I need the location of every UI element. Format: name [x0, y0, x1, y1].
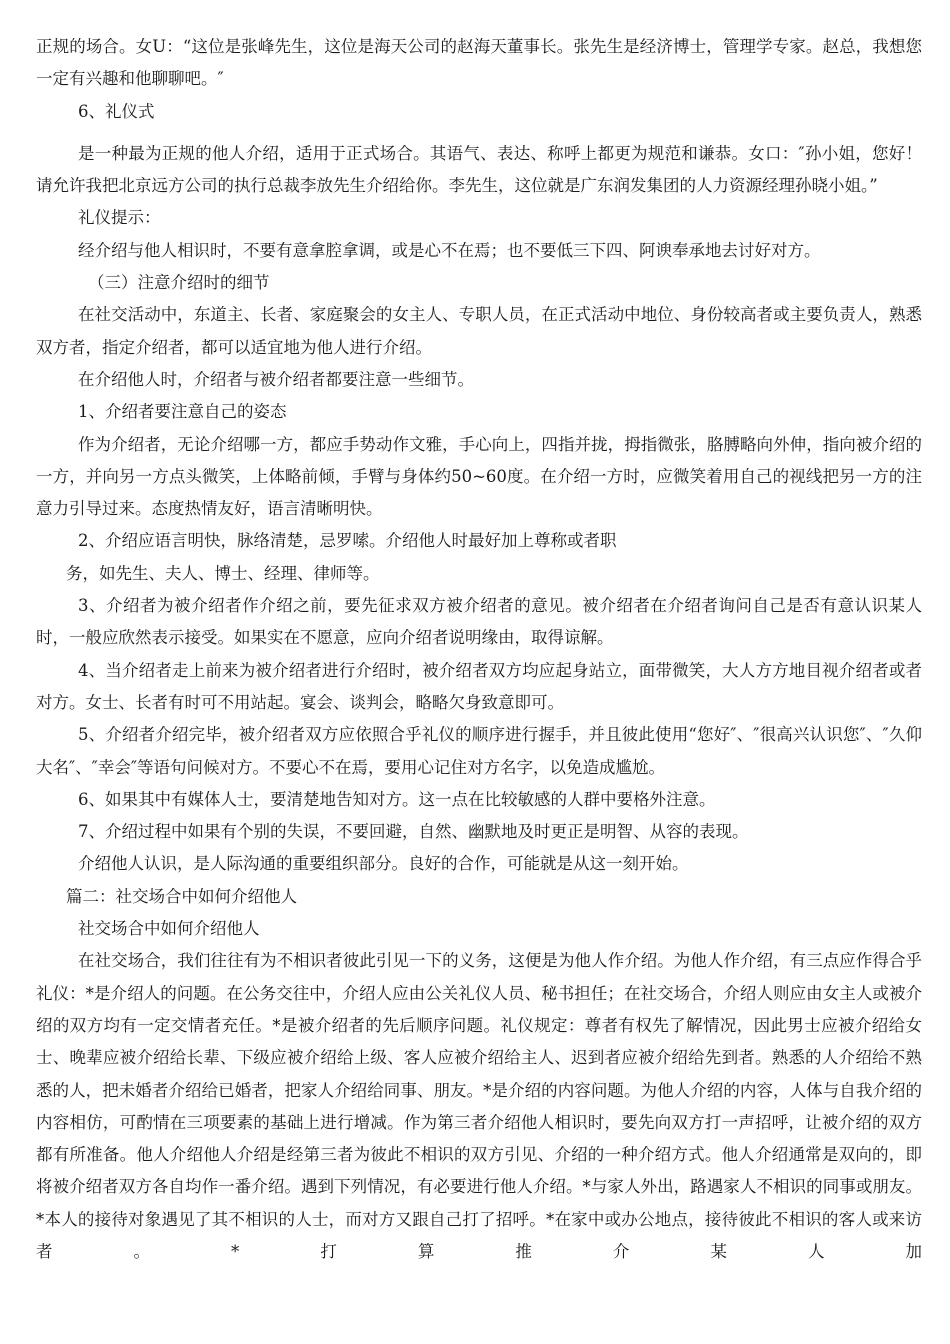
article-2-heading: 篇二：社交场合中如何介绍他人	[66, 886, 297, 906]
item-4: 4、当介绍者走上前来为被介绍者进行介绍时，被介绍者双方均应起身站立，面带微笑，大人方方地目视介绍者或者对方。女士、长者有时可不用站起。宴会、谈判会，略略欠身致意即可。	[36, 660, 922, 712]
label-etiquette-tip: 礼仪提示：	[78, 208, 161, 228]
paragraph-intro-example: 正规的场合。女U：“这位是张峰先生，这位是海天公司的赵海天董事长。张先生是经济博士，管理学专家。赵总，我想您一定有兴趣和他聊聊吧。″	[36, 37, 922, 89]
item-1-heading: 1、介绍者要注意自己的姿态	[78, 402, 287, 422]
item-1-body: 作为介绍者，无论介绍哪一方，都应手势动作文雅，手心向上，四指并拢，拇指微张，胳膊略向外伸，指向被介绍的一方，并向另一方点头微笑，上体略前倾，手臂与身体约50~60度。在介绍一方时，应微笑着用自己的视线把另一方的注意力引导过来。态度热情友好，语言清晰明快。	[36, 434, 922, 519]
paragraph-etiquette-tip: 经介绍与他人相识时，不要有意拿腔拿调，或是心不在焉；也不要低三下四、阿谀奉承地去讨好对方。	[78, 240, 821, 260]
paragraph-ceremonial-style: 是一种最为正规的他人介绍，适用于正式场合。其语气、表达、称呼上都更为规范和谦恭。女口：″孙小姐，您好！请允许我把北京远方公司的执行总裁李放先生介绍给你。李先生，这位就是广东润发集团的人力资源经理孙晓小姐。”	[36, 143, 922, 196]
item-6: 6、如果其中有媒体人士，要清楚地告知对方。这一点在比较敏感的人群中要格外注意。	[78, 789, 716, 809]
heading-ceremonial-style: 6、礼仪式	[78, 101, 155, 121]
article-2-title: 社交场合中如何介绍他人	[78, 919, 260, 939]
item-2-line-1: 2、介绍应语言明快，脉络清楚，忌罗嗦。介绍他人时最好加上尊称或者职	[78, 531, 617, 551]
paragraph-closing: 介绍他人认识，是人际沟通的重要组织部分。良好的合作，可能就是从这一刻开始。	[78, 854, 689, 874]
item-3: 3、介绍者为被介绍者作介绍之前，要先征求双方被介绍者的意见。被介绍者在介绍者询问自己是否有意认识某人时，一般应欣然表示接受。如果实在不愿意，应向介绍者说明缘由，取得谅解。	[36, 596, 922, 648]
item-7: 7、介绍过程中如果有个别的失误，不要回避，自然、幽默地及时更正是明智、从容的表现。	[78, 822, 749, 842]
item-5: 5、介绍者介绍完毕，被介绍者双方应依照合乎礼仪的顺序进行握手，并且彼此使用“您好″、″很高兴认识您″、″久仰大名″、″幸会″等语句问候对方。不要心不在焉，要用心记住对方名字，以免造成尴尬。	[36, 725, 922, 777]
section-heading-details: （三）注意介绍时的细节	[88, 273, 270, 293]
paragraph-who-introduces: 在社交活动中，东道主、长者、家庭聚会的女主人、专职人员，在正式活动中地位、身份较高者或主要负责人，熟悉双方者，指定介绍者，都可以适宜地为他人进行介绍。	[36, 305, 922, 357]
item-2-line-2: 务，如先生、夫人、博士、经理、律师等。	[66, 563, 380, 583]
article-2-body: 在社交场合，我们往往有为不相识者彼此引见一下的义务，这便是为他人作介绍。为他人作介绍，有三点应作得合乎礼仪：*是介绍人的问题。在公务交往中，介绍人应由公关礼仪人员、秘书担任；在社交场合，介绍人则应由女主人或被介绍的双方均有一定交情者充任。*是被介绍者的先后顺序问题。礼仪规定：尊者有权先了解情况，因此男士应被介绍给女士、晚辈应被介绍给长辈、下级应被介绍给上级、客人应被介绍给主人、迟到者应被介绍给先到者。熟悉的人介绍给不熟悉的人，把未婚者介绍给已婚者，把家人介绍给同事、朋友。*是介绍的内容问题。为他人介绍的内容，人体与自我介绍的内容相仿，可酌情在三项要素的基础上进行增减。作为第三者介绍他人相识时，要先向双方打一声招呼，让被介绍的双方都有所准备。他人介绍他人介绍是经第三者为彼此不相识的双方引见、介绍的一种介绍方式。他人介绍通常是双向的，即将被介绍者双方各自均作一番介绍。遇到下列情况，有必要进行他人介绍。*与家人外出，路遇家人不相识的同事或朋友。*本人的接待对象遇见了其不相识的人士，而对方又跟自己打了招呼。*在家中或办公地点，接待彼此不相识的客人或来访者。*打算推介某人加	[36, 951, 922, 1261]
paragraph-details-intro: 在介绍他人时，介绍者与被介绍者都要注意一些细节。	[78, 369, 474, 389]
